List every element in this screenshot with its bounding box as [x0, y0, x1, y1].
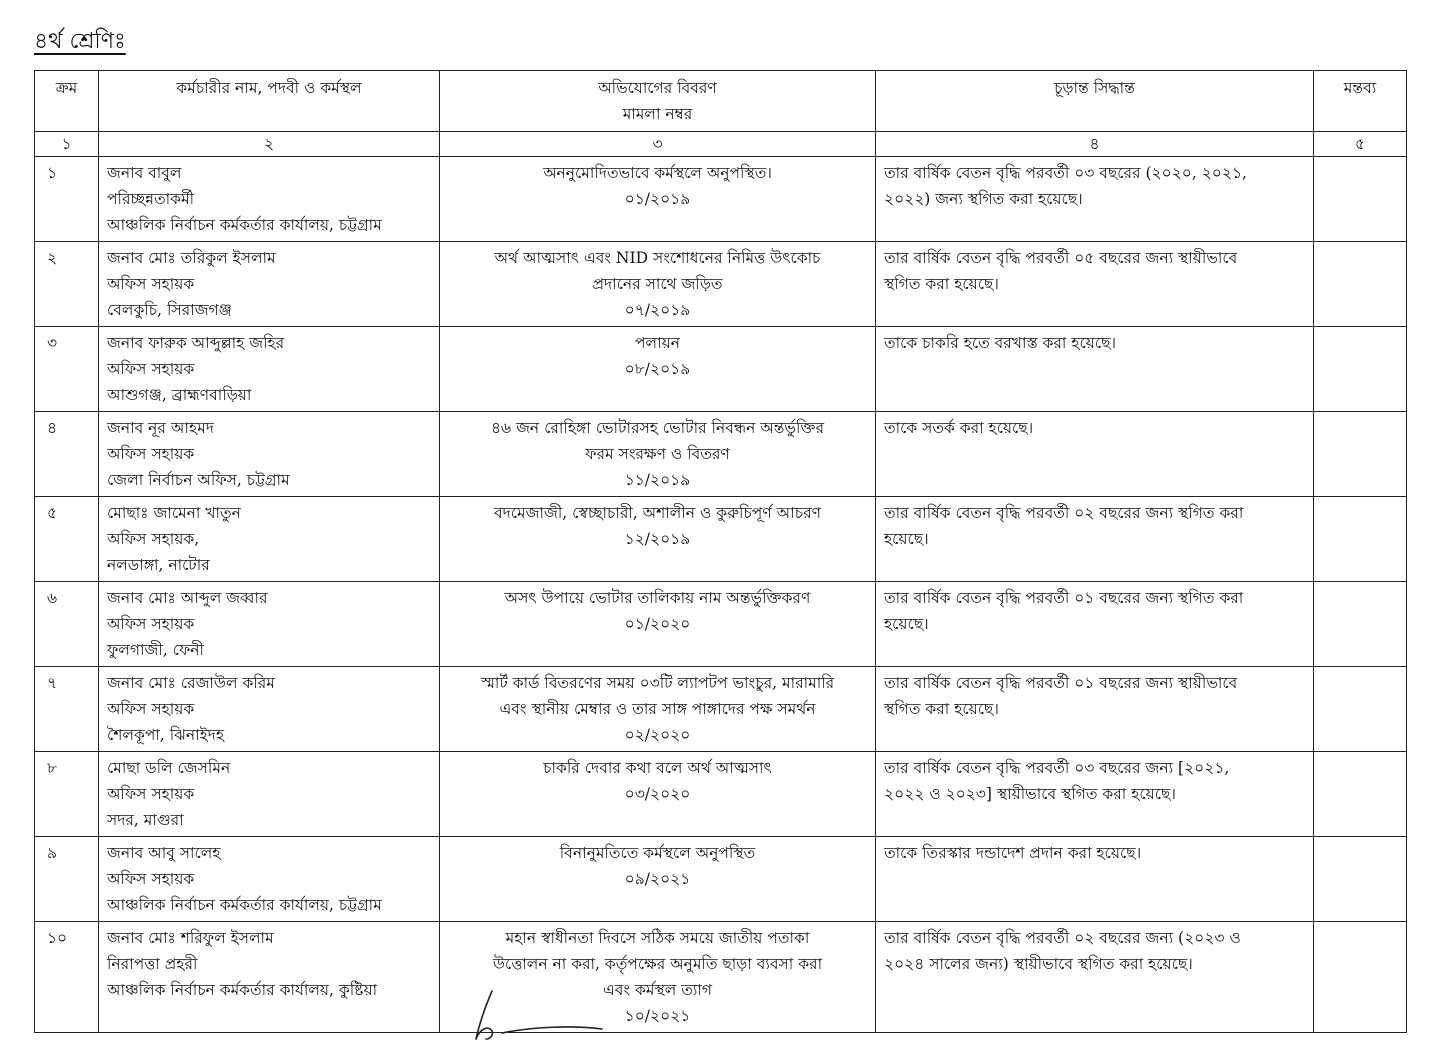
page-heading: ৪র্থ শ্রেণিঃ	[34, 29, 126, 54]
employee-name: মোছাঃ জামেনা খাতুন	[107, 504, 241, 522]
decision-line: তাকে তিরস্কার দন্ডাদেশ প্রদান করা হয়েছে।	[884, 844, 1142, 862]
decision-cell	[876, 327, 1314, 412]
disciplinary-table	[34, 70, 1407, 1033]
allegation-line: ৪৬ জন রোহিঙ্গা ভোটারসহ ভোটার নিবন্ধন অন্তর্ভুক্তির	[491, 419, 824, 437]
decision-line: ২০২৪ সালের জন্য) স্থায়ীভাবে স্থগিত করা হয়েছে।	[884, 955, 1193, 973]
employee-workplace: আঞ্চলিক নির্বাচন কর্মকর্তার কার্যালয়, চট্টগ্রাম	[107, 896, 382, 914]
decision-cell	[876, 582, 1314, 667]
table-row	[35, 837, 1407, 922]
employee-designation: নিরাপত্তা প্রহরী	[107, 955, 198, 973]
employee-designation: অফিস সহায়ক	[107, 785, 195, 803]
employee-name: জনাব মোঃ তরিকুল ইসলাম	[107, 249, 276, 267]
serial-cell: ৯	[35, 837, 99, 922]
case-number: ১০/২০২১	[624, 1007, 691, 1025]
employee-name: জনাব মোঃ আব্দুল জব্বার	[107, 589, 268, 607]
employee-cell	[99, 922, 440, 1033]
decision-line: তার বার্ষিক বেতন বৃদ্ধি পরবর্তী ০২ বছরের জন্য স্থগিত করা	[884, 504, 1244, 522]
table-row	[35, 667, 1407, 752]
serial-cell: ৬	[35, 582, 99, 667]
column-number: ৪	[876, 132, 1314, 157]
employee-name: জনাব আবু সালেহ	[107, 844, 221, 862]
serial-cell: ২	[35, 242, 99, 327]
decision-cell	[876, 157, 1314, 242]
decision-line: তার বার্ষিক বেতন বৃদ্ধি পরবর্তী ০৩ বছরের (২০২০, ২০২১,	[884, 164, 1247, 182]
employee-name: জনাব মোঃ রেজাউল করিম	[107, 674, 275, 692]
employee-workplace: আঞ্চলিক নির্বাচন কর্মকর্তার কার্যালয়, কুষ্টিয়া	[107, 981, 378, 999]
column-number: ৩	[440, 132, 876, 157]
case-number: ০১/২০২০	[624, 615, 691, 633]
employee-designation: অফিস সহায়ক	[107, 700, 195, 718]
allegation-cell	[440, 412, 876, 497]
employee-workplace: জেলা নির্বাচন অফিস, চট্টগ্রাম	[107, 471, 290, 489]
allegation-line: চাকরি দেবার কথা বলে অর্থ আত্মসাৎ	[543, 759, 772, 777]
allegation-cell	[440, 667, 876, 752]
remarks-cell	[1314, 582, 1407, 667]
column-number: ১	[35, 132, 99, 157]
serial-cell: ৭	[35, 667, 99, 752]
decision-cell	[876, 242, 1314, 327]
col-header-serial: ক্রম	[35, 71, 99, 132]
employee-workplace: বেলকুচি, সিরাজগঞ্জ	[107, 301, 232, 319]
serial-cell: ১	[35, 157, 99, 242]
decision-line: ২০২২) জন্য স্থগিত করা হয়েছে।	[884, 190, 1083, 208]
signature-mark	[462, 985, 612, 1041]
decision-line: তার বার্ষিক বেতন বৃদ্ধি পরবর্তী ০২ বছরের জন্য (২০২৩ ও	[884, 929, 1241, 947]
case-number: ০৭/২০১৯	[624, 301, 691, 319]
remarks-cell	[1314, 497, 1407, 582]
remarks-cell	[1314, 922, 1407, 1033]
employee-cell	[99, 582, 440, 667]
allegation-line: বিনানুমতিতে কর্মস্থলে অনুপস্থিত	[559, 844, 756, 862]
case-number: ১২/২০১৯	[624, 530, 691, 548]
serial-cell: ১০	[35, 922, 99, 1033]
allegation-line: স্মার্ট কার্ড বিতরণের সময় ০৩টি ল্যাপটপ ভাংচুর, মারামারি	[480, 674, 835, 692]
decision-cell	[876, 752, 1314, 837]
employee-cell	[99, 752, 440, 837]
table-row	[35, 157, 1407, 242]
col-header-remarks: মন্তব্য	[1314, 71, 1407, 132]
decision-cell	[876, 497, 1314, 582]
decision-line: তার বার্ষিক বেতন বৃদ্ধি পরবর্তী ০৩ বছরের জন্য [২০২১,	[884, 759, 1230, 777]
allegation-line: অসৎ উপায়ে ভোটার তালিকায় নাম অন্তর্ভুক্তিকরণ	[504, 589, 811, 607]
employee-cell	[99, 837, 440, 922]
case-number: ১১/২০১৯	[624, 471, 691, 489]
decision-line: স্থগিত করা হয়েছে।	[884, 700, 999, 718]
allegation-line: ফরম সংরক্ষণ ও বিতরণ	[585, 445, 730, 463]
decision-cell	[876, 922, 1314, 1033]
allegation-cell	[440, 242, 876, 327]
allegation-line: অর্থ আত্মসাৎ এবং NID সংশোধনের নিমিত্ত উৎকোচ	[494, 249, 821, 267]
col-header-employee: কর্মচারীর নাম, পদবী ও কর্মস্থল	[99, 71, 440, 132]
allegation-line: পলায়ন	[635, 334, 680, 352]
allegation-line: এবং কর্মস্থল ত্যাগ	[603, 981, 712, 999]
remarks-cell	[1314, 327, 1407, 412]
case-no-header-label: মামলা নম্বর	[622, 105, 693, 123]
remarks-cell	[1314, 667, 1407, 752]
employee-cell	[99, 497, 440, 582]
decision-line: হয়েছে।	[884, 615, 929, 633]
decision-line: তার বার্ষিক বেতন বৃদ্ধি পরবর্তী ০৫ বছরের জন্য স্থায়ীভাবে	[884, 249, 1238, 267]
employee-designation: অফিস সহায়ক	[107, 615, 195, 633]
allegation-cell	[440, 837, 876, 922]
allegation-cell	[440, 327, 876, 412]
table-row	[35, 497, 1407, 582]
employee-designation: অফিস সহায়ক	[107, 360, 195, 378]
remarks-cell	[1314, 752, 1407, 837]
employee-cell	[99, 667, 440, 752]
serial-cell: ৫	[35, 497, 99, 582]
col-header-allegation	[440, 71, 876, 132]
serial-cell: ৩	[35, 327, 99, 412]
decision-line: ২০২২ ও ২০২৩] স্থায়ীভাবে স্থগিত করা হয়েছে।	[884, 785, 1176, 803]
allegation-line: বদমেজাজী, স্বেচ্ছাচারী, অশালীন ও কুরুচিপূর্ণ আচরণ	[494, 504, 821, 522]
header-row	[35, 71, 1407, 132]
employee-workplace: আঞ্চলিক নির্বাচন কর্মকর্তার কার্যালয়, চট্টগ্রাম	[107, 216, 382, 234]
table-row	[35, 242, 1407, 327]
decision-line: তার বার্ষিক বেতন বৃদ্ধি পরবর্তী ০১ বছরের জন্য স্থায়ীভাবে	[884, 674, 1238, 692]
employee-workplace: সদর, মাগুরা	[107, 811, 184, 829]
employee-cell	[99, 157, 440, 242]
remarks-cell	[1314, 837, 1407, 922]
decision-line: তাকে চাকরি হতে বরখাস্ত করা হয়েছে।	[884, 334, 1117, 352]
employee-cell	[99, 327, 440, 412]
employee-designation: পরিচ্ছন্নতাকর্মী	[107, 190, 195, 208]
decision-cell	[876, 837, 1314, 922]
employee-designation: অফিস সহায়ক	[107, 445, 195, 463]
case-number: ০২/২০২০	[624, 726, 691, 744]
employee-designation: অফিস সহায়ক,	[107, 530, 200, 548]
employee-cell	[99, 242, 440, 327]
employee-cell	[99, 412, 440, 497]
remarks-cell	[1314, 242, 1407, 327]
case-number: ০৯/২০২১	[624, 870, 691, 888]
decision-line: স্থগিত করা হয়েছে।	[884, 275, 999, 293]
case-number: ০১/২০১৯	[624, 190, 691, 208]
serial-cell: ৮	[35, 752, 99, 837]
employee-name: মোছা ডলি জেসমিন	[107, 759, 231, 777]
case-number: ০৮/২০১৯	[624, 360, 691, 378]
serial-cell: ৪	[35, 412, 99, 497]
table-row	[35, 327, 1407, 412]
allegation-cell	[440, 752, 876, 837]
col-header-decision: চূড়ান্ত সিদ্ধান্ত	[876, 71, 1314, 132]
allegation-line: মহান স্বাধীনতা দিবসে সঠিক সময়ে জাতীয় পতাকা	[505, 929, 810, 947]
employee-workplace: নলডাঙ্গা, নাটোর	[107, 556, 210, 574]
allegation-line: অননুমোদিতভাবে কর্মস্থলে অনুপস্থিত।	[543, 164, 772, 182]
decision-line: হয়েছে।	[884, 530, 929, 548]
allegation-line: এবং স্থানীয় মেম্বার ও তার সাঙ্গ পাঙ্গাদের পক্ষ সমর্থন	[499, 700, 816, 718]
employee-workplace: শৈলকূপা, ঝিনাইদহ	[107, 726, 224, 744]
table-row	[35, 752, 1407, 837]
employee-name: জনাব ফারুক আব্দুল্লাহ জহির	[107, 334, 285, 352]
employee-name: জনাব মোঃ শরিফুল ইসলাম	[107, 929, 274, 947]
decision-cell	[876, 667, 1314, 752]
table-row	[35, 412, 1407, 497]
employee-name: জনাব নূর আহমদ	[107, 419, 214, 437]
case-number: ০৩/২০২০	[624, 785, 691, 803]
remarks-cell	[1314, 157, 1407, 242]
decision-line: তার বার্ষিক বেতন বৃদ্ধি পরবর্তী ০১ বছরের জন্য স্থগিত করা	[884, 589, 1244, 607]
remarks-cell	[1314, 412, 1407, 497]
allegation-cell	[440, 157, 876, 242]
column-number: ২	[99, 132, 440, 157]
employee-workplace: ফুলগাজী, ফেনী	[107, 641, 204, 659]
employee-designation: অফিস সহায়ক	[107, 275, 195, 293]
column-number: ৫	[1314, 132, 1407, 157]
allegation-cell	[440, 582, 876, 667]
allegation-line: উত্তোলন না করা, কর্তৃপক্ষের অনুমতি ছাড়া ব্যবসা করা	[492, 955, 823, 973]
employee-name: জনাব বাবুল	[107, 164, 182, 182]
decision-cell	[876, 412, 1314, 497]
decision-line: তাকে সতর্ক করা হয়েছে।	[884, 419, 1034, 437]
table-row	[35, 582, 1407, 667]
employee-workplace: আশুগঞ্জ, ব্রাহ্মণবাড়িয়া	[107, 386, 252, 404]
table-row	[35, 922, 1407, 1033]
allegation-cell	[440, 497, 876, 582]
allegation-line: প্রদানের সাথে জড়িত	[592, 275, 723, 293]
allegation-header-label: অভিযোগের বিবরণ	[598, 79, 717, 97]
column-number-row	[35, 132, 1407, 157]
employee-designation: অফিস সহায়ক	[107, 870, 195, 888]
